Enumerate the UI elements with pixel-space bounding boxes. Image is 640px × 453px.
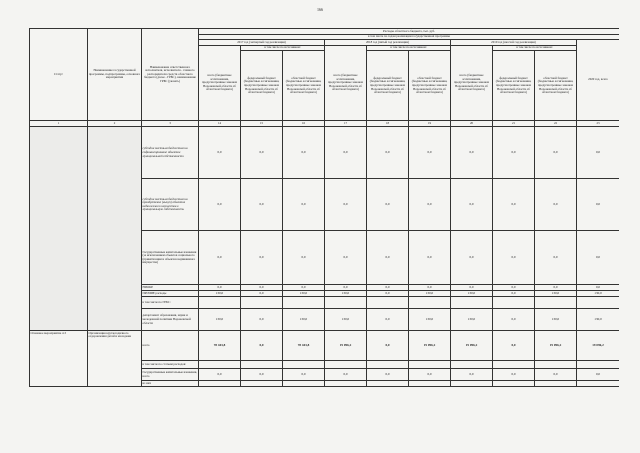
value-cell: 0,0 bbox=[535, 231, 577, 285]
header-total-2017: всего (бюджетные ассигнования, предусмотренные законом Воронежской области об областном бюджете) bbox=[199, 45, 241, 121]
value-cell bbox=[409, 381, 451, 387]
value-cell: 0,0 bbox=[577, 369, 620, 381]
value-cell: 0,0 bbox=[451, 127, 493, 179]
row-label: департамент образования, науки и молодежной политики Воронежской области bbox=[142, 309, 199, 331]
value-cell: 130,0 bbox=[577, 309, 620, 331]
column-number: 19 bbox=[409, 121, 451, 127]
value-cell: 0,0 bbox=[409, 369, 451, 381]
value-cell: 0,0 bbox=[367, 331, 409, 361]
row-label: субсидии местным бюджетам на приобретение (выкуп) объектов недвижимого имущества в муниципальную собственность bbox=[142, 179, 199, 231]
value-cell bbox=[199, 361, 241, 369]
value-cell: 0,0 bbox=[577, 127, 620, 179]
column-number: 18 bbox=[367, 121, 409, 127]
value-cell: 0,0 bbox=[577, 285, 620, 291]
header-year-2019: 2019 год (шестой год реализации) bbox=[451, 40, 577, 46]
status-cell-empty bbox=[30, 127, 88, 331]
value-cell: 0,0 bbox=[283, 127, 325, 179]
value-cell: 130,0 bbox=[535, 291, 577, 297]
value-cell: 0,0 bbox=[367, 285, 409, 291]
value-cell bbox=[577, 297, 620, 309]
value-cell bbox=[325, 297, 367, 309]
value-cell: 0,0 bbox=[241, 285, 283, 291]
value-cell: 0,0 bbox=[367, 309, 409, 331]
row-label: НИОКР bbox=[142, 285, 199, 291]
value-cell: 0,0 bbox=[451, 369, 493, 381]
name-cell-empty bbox=[88, 127, 142, 331]
value-cell: 0,0 bbox=[325, 231, 367, 285]
value-cell: 0,0 bbox=[367, 127, 409, 179]
value-cell: 130,0 bbox=[451, 291, 493, 297]
header-federal-2017: федеральный бюджет (бюджетные ассигнования, предусмотренные законом Воронежской области об областном бюджете) bbox=[241, 51, 283, 121]
column-number: 15 bbox=[241, 121, 283, 127]
header-total-2018: всего (бюджетные ассигнования, предусмотренные законом Воронежской области об областном бюджете) bbox=[325, 45, 367, 121]
value-cell: 0,0 bbox=[409, 127, 451, 179]
value-cell: 0,0 bbox=[493, 179, 535, 231]
header-sources-2019: в том числе по источникам: bbox=[493, 45, 577, 51]
value-cell bbox=[409, 297, 451, 309]
value-cell: 0,0 bbox=[241, 331, 283, 361]
row-label: всего bbox=[142, 331, 199, 361]
value-cell: 0,0 bbox=[493, 309, 535, 331]
value-cell bbox=[451, 361, 493, 369]
header-total-2019: всего (бюджетные ассигнования, предусмотренные законом Воронежской области об областном бюджете) bbox=[451, 45, 493, 121]
row-label: из них bbox=[142, 381, 199, 387]
value-cell bbox=[535, 361, 577, 369]
header-sources-2017: в том числе по источникам: bbox=[241, 45, 325, 51]
header-federal-2019: федеральный бюджет (бюджетные ассигнования, предусмотренные законом Воронежской области об областном бюджете) bbox=[493, 51, 535, 121]
value-cell: 130,0 bbox=[199, 291, 241, 297]
value-cell: 0,0 bbox=[535, 285, 577, 291]
value-cell bbox=[283, 381, 325, 387]
value-cell: 0,0 bbox=[241, 179, 283, 231]
column-number: 21 bbox=[493, 121, 535, 127]
value-cell: 0,0 bbox=[535, 179, 577, 231]
header-federal-2018: федеральный бюджет (бюджетные ассигнования, предусмотренные законом Воронежской области об областном бюджете) bbox=[367, 51, 409, 121]
value-cell: 0,0 bbox=[199, 179, 241, 231]
header-program-name: Наименование государственной программы, подпрограммы, основного мероприятия bbox=[88, 29, 142, 121]
header-regional-2019: областной бюджет (бюджетные ассигнования, предусмотренные законом Воронежской области об областном бюджете) bbox=[535, 51, 577, 121]
value-cell: 78 443,8 bbox=[199, 331, 241, 361]
value-cell: 130,0 bbox=[409, 309, 451, 331]
value-cell bbox=[367, 297, 409, 309]
value-cell bbox=[367, 381, 409, 387]
value-cell: 19 096,2 bbox=[535, 331, 577, 361]
column-number: 3 bbox=[142, 121, 199, 127]
value-cell bbox=[325, 381, 367, 387]
value-cell bbox=[241, 297, 283, 309]
value-cell bbox=[577, 381, 620, 387]
row-label: ПРОЧИЕ расходы bbox=[142, 291, 199, 297]
value-cell: 0,0 bbox=[451, 285, 493, 291]
value-cell: 130,0 bbox=[535, 309, 577, 331]
column-number: 1 bbox=[30, 121, 88, 127]
value-cell: 0,0 bbox=[367, 231, 409, 285]
value-cell: 130,0 bbox=[409, 291, 451, 297]
header-executor: Наименование ответственного исполнителя, исполнителя - главного распорядителя средств областного бюджета (далее - ГРБС), наименование ГРБС (указать) bbox=[142, 29, 199, 121]
value-cell bbox=[241, 381, 283, 387]
row-label: субсидии местным бюджетам на софинансирование объектов муниципальной собственности bbox=[142, 127, 199, 179]
value-cell: 0,0 bbox=[535, 369, 577, 381]
value-cell: 0,0 bbox=[367, 179, 409, 231]
row-label: Государственные капитальные вложения (за исключением объектов социального (приватизации и объектов недвижимого имущества) bbox=[142, 231, 199, 285]
value-cell: 0,0 bbox=[241, 231, 283, 285]
header-year-2017: 2017 год (четвертый год реализации) bbox=[199, 40, 325, 46]
value-cell: 0,0 bbox=[241, 369, 283, 381]
value-cell bbox=[577, 361, 620, 369]
value-cell: 0,0 bbox=[325, 369, 367, 381]
column-number: 16 bbox=[283, 121, 325, 127]
header-year-2018: 2018 год (пятый год реализации) bbox=[325, 40, 451, 46]
value-cell bbox=[283, 297, 325, 309]
value-cell: 0,0 bbox=[199, 285, 241, 291]
budget-table-container bbox=[29, 28, 619, 452]
value-cell: 0,0 bbox=[325, 179, 367, 231]
value-cell: 130,0 bbox=[283, 291, 325, 297]
header-regional-2017: областной бюджет (бюджетные ассигнования, предусмотренные законом Воронежской области об областном бюджете) bbox=[283, 51, 325, 121]
value-cell bbox=[451, 381, 493, 387]
value-cell bbox=[199, 297, 241, 309]
budget-table bbox=[29, 28, 619, 387]
value-cell: 19 096,2 bbox=[409, 331, 451, 361]
value-cell: 130,0 bbox=[577, 291, 620, 297]
value-cell bbox=[241, 361, 283, 369]
value-cell: 0,0 bbox=[493, 127, 535, 179]
value-cell: 0,0 bbox=[535, 127, 577, 179]
value-cell bbox=[451, 297, 493, 309]
header-expenses-title: Расходы областного бюджета, тыс. руб. bbox=[199, 29, 620, 35]
value-cell: 130,0 bbox=[451, 309, 493, 331]
column-number: 2 bbox=[88, 121, 142, 127]
value-cell: 0,0 bbox=[367, 291, 409, 297]
value-cell bbox=[535, 381, 577, 387]
value-cell: 0,0 bbox=[493, 369, 535, 381]
value-cell bbox=[367, 361, 409, 369]
value-cell: 0,0 bbox=[283, 179, 325, 231]
value-cell bbox=[493, 361, 535, 369]
value-cell: 130,0 bbox=[199, 309, 241, 331]
value-cell: 0,0 bbox=[283, 369, 325, 381]
value-cell: 0,0 bbox=[451, 179, 493, 231]
value-cell: 19 096,2 bbox=[325, 331, 367, 361]
value-cell bbox=[409, 361, 451, 369]
value-cell: 0,0 bbox=[241, 127, 283, 179]
header-year-2020: 2020 год, всего bbox=[577, 40, 620, 121]
value-cell bbox=[493, 297, 535, 309]
column-number: 22 bbox=[535, 121, 577, 127]
value-cell: 19 096,2 bbox=[577, 331, 620, 361]
value-cell bbox=[199, 381, 241, 387]
value-cell: 0,0 bbox=[199, 231, 241, 285]
row-label: в том числе по ГРБС: bbox=[142, 297, 199, 309]
value-cell: 130,0 bbox=[325, 291, 367, 297]
value-cell bbox=[325, 361, 367, 369]
value-cell: 0,0 bbox=[283, 285, 325, 291]
value-cell: 0,0 bbox=[325, 127, 367, 179]
table-row bbox=[30, 127, 620, 179]
table-row bbox=[30, 331, 620, 361]
column-number: 17 bbox=[325, 121, 367, 127]
value-cell: 0,0 bbox=[409, 231, 451, 285]
value-cell: 19 096,2 bbox=[451, 331, 493, 361]
header-sources-2018: в том числе по источникам: bbox=[367, 45, 451, 51]
value-cell bbox=[535, 297, 577, 309]
column-number: 20 bbox=[451, 121, 493, 127]
value-cell bbox=[493, 381, 535, 387]
value-cell: 0,0 bbox=[241, 291, 283, 297]
value-cell: 0,0 bbox=[577, 231, 620, 285]
page-number: 166 bbox=[317, 7, 323, 12]
value-cell bbox=[283, 361, 325, 369]
value-cell: 78 443,8 bbox=[283, 331, 325, 361]
row-label: Государственные капитальные вложения, всего bbox=[142, 369, 199, 381]
value-cell: 0,0 bbox=[367, 369, 409, 381]
event-name: Организация круглогодичного оздоровления детей и молодежи bbox=[88, 331, 142, 387]
value-cell: 130,0 bbox=[325, 309, 367, 331]
value-cell: 0,0 bbox=[493, 231, 535, 285]
value-cell: 0,0 bbox=[451, 231, 493, 285]
event-status: Основное мероприятие 4.3 bbox=[30, 331, 88, 387]
value-cell: 0,0 bbox=[493, 285, 535, 291]
value-cell: 0,0 bbox=[409, 179, 451, 231]
value-cell: 0,0 bbox=[283, 231, 325, 285]
value-cell: 0,0 bbox=[241, 309, 283, 331]
value-cell: 0,0 bbox=[325, 285, 367, 291]
value-cell: 0,0 bbox=[199, 127, 241, 179]
value-cell: 0,0 bbox=[409, 285, 451, 291]
value-cell: 0,0 bbox=[493, 331, 535, 361]
value-cell: 0,0 bbox=[199, 369, 241, 381]
column-number: 14 bbox=[199, 121, 241, 127]
header-by-years: в том числе по годам реализации государственной программы bbox=[199, 34, 620, 40]
value-cell: 130,0 bbox=[283, 309, 325, 331]
row-label: в том числе по статьям расходов: bbox=[142, 361, 199, 369]
header-regional-2018: областной бюджет (бюджетные ассигнования, предусмотренные законом Воронежской области об областном бюджете) bbox=[409, 51, 451, 121]
value-cell: 0,0 bbox=[577, 179, 620, 231]
header-status: Статус bbox=[30, 29, 88, 121]
value-cell: 0,0 bbox=[493, 291, 535, 297]
column-number: 23 bbox=[577, 121, 620, 127]
